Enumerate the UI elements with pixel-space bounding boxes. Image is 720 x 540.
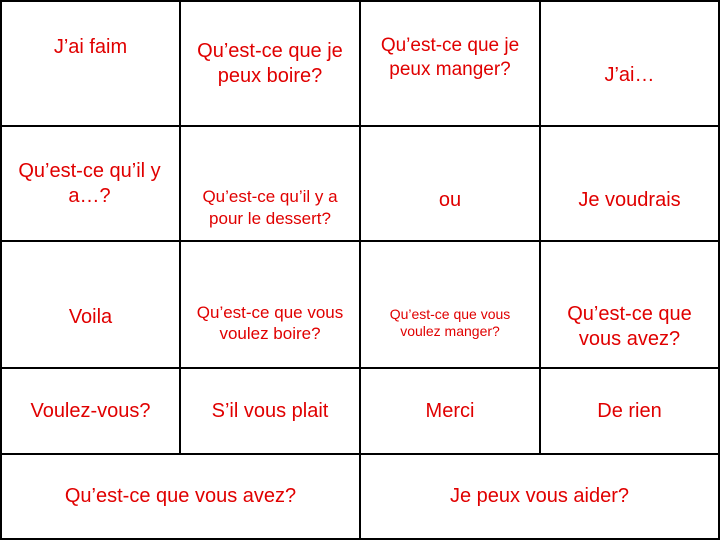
phrase-card bbox=[361, 369, 539, 453]
phrase-text: Je voudrais bbox=[578, 188, 681, 211]
phrase-card bbox=[2, 455, 359, 538]
phrase-text: Qu’est-ce qu’il y a…? bbox=[18, 160, 161, 207]
phrase-text: Qu’est-ce que je peux manger? bbox=[380, 35, 520, 80]
phrase-card bbox=[181, 369, 359, 453]
phrase-text: ou bbox=[438, 188, 462, 211]
phrase-text: Qu’est-ce que vous voulez manger? bbox=[389, 305, 511, 339]
phrase-text: Qu’est-ce que je peux boire? bbox=[197, 39, 343, 87]
phrase-card bbox=[361, 2, 539, 114]
phrase-text: De rien bbox=[597, 399, 662, 422]
phrase-card bbox=[361, 283, 539, 363]
phrase-card bbox=[181, 283, 359, 363]
phrase-text: S’il vous plait bbox=[211, 399, 329, 422]
phrase-text: Voulez-vous? bbox=[30, 399, 151, 422]
phrase-text: Merci bbox=[425, 399, 475, 422]
phrase-card bbox=[541, 160, 718, 240]
phrase-card bbox=[541, 287, 718, 367]
phrase-text: Je peux vous aider? bbox=[449, 485, 629, 507]
phrase-card bbox=[181, 2, 359, 125]
phrase-text: Qu’est-ce que vous avez? bbox=[64, 485, 297, 507]
phrase-card bbox=[2, 2, 179, 92]
phrase-text: Qu’est-ce que vous voulez boire? bbox=[196, 302, 344, 343]
phrase-card bbox=[2, 369, 179, 453]
phrase-text: Voila bbox=[68, 305, 113, 328]
phrase-text: Qu’est-ce qu’il y a pour le dessert? bbox=[202, 187, 338, 228]
phrase-text: J’ai faim bbox=[53, 35, 128, 58]
phrase-card bbox=[0, 148, 179, 220]
phrase-card bbox=[181, 175, 359, 240]
phrase-card bbox=[541, 40, 718, 110]
phrase-text: Qu’est-ce que vous avez? bbox=[567, 303, 692, 350]
phrase-card bbox=[541, 369, 718, 453]
phrase-card bbox=[361, 455, 718, 538]
phrase-card bbox=[2, 277, 179, 357]
phrase-text: J’ai… bbox=[604, 63, 655, 86]
phrase-card bbox=[361, 160, 539, 240]
